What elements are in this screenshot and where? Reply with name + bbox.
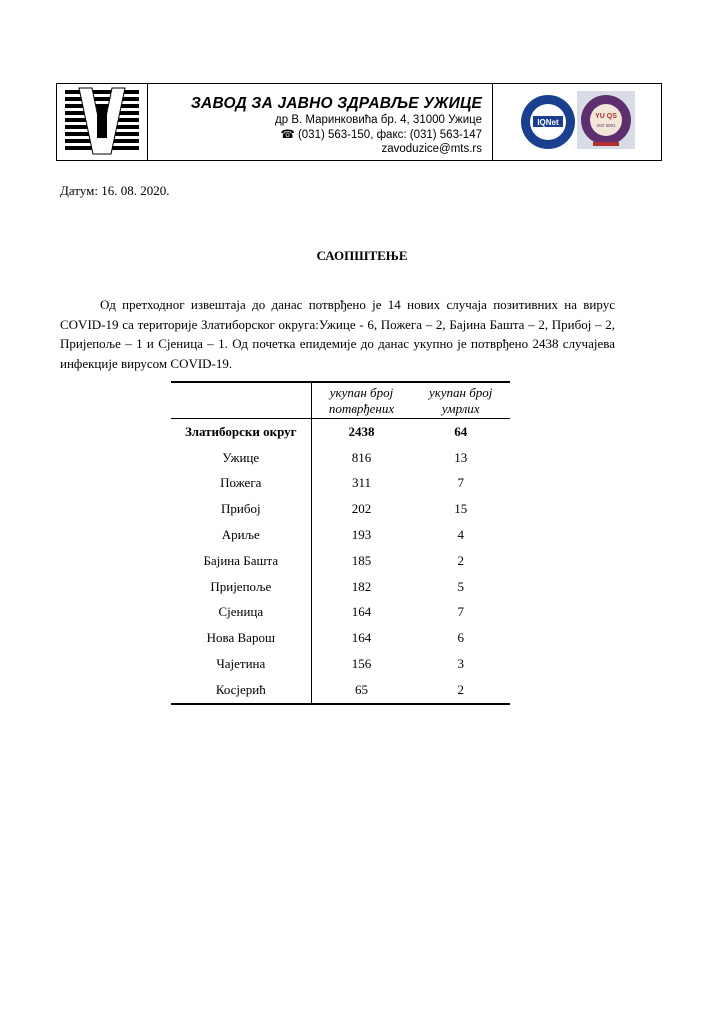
certification-badges xyxy=(493,84,661,160)
cell-region: Златиборски округ xyxy=(171,419,311,445)
cell-deaths: 2 xyxy=(457,681,464,697)
table-row xyxy=(171,574,510,600)
cell-region: Косјерић xyxy=(171,677,311,704)
cell-region: Бајина Башта xyxy=(171,548,311,574)
cell-deaths: 13 xyxy=(454,449,468,465)
document-heading: САОПШТЕЊЕ xyxy=(316,248,408,263)
institute-logo xyxy=(57,84,148,160)
cell-confirmed: 164 xyxy=(351,604,372,620)
cell-region: Пријепоље xyxy=(171,574,311,600)
table-row xyxy=(171,548,510,574)
table-row xyxy=(171,677,510,704)
cell-region: Прибој xyxy=(171,496,311,522)
cell-confirmed: 816 xyxy=(351,449,372,465)
phone-number: (031) 563-150, факс: (031) 563-147 xyxy=(297,128,482,141)
cell-confirmed: 164 xyxy=(351,630,372,646)
institution-phone xyxy=(148,128,482,143)
cell-confirmed: 185 xyxy=(351,552,372,568)
institute-logo-icon xyxy=(57,84,147,162)
table-row xyxy=(171,496,510,522)
table-header-row xyxy=(171,382,510,419)
cell-region: Чајетина xyxy=(171,651,311,677)
cell-deaths: 4 xyxy=(457,527,464,543)
institution-email: zavoduzice@mts.rs xyxy=(381,143,482,155)
cell-confirmed: 193 xyxy=(351,527,372,543)
yuqs-small-text: ISO 9001 xyxy=(596,123,616,128)
yuqs-center-text: YU QS xyxy=(595,113,617,120)
cell-deaths: 2 xyxy=(457,552,464,568)
cell-confirmed: 202 xyxy=(351,501,372,517)
iqnet-badge-icon xyxy=(521,95,575,149)
cell-deaths: 6 xyxy=(457,630,464,646)
table-row xyxy=(171,445,510,471)
cell-deaths: 3 xyxy=(457,656,464,672)
cell-region: Пожега xyxy=(171,471,311,497)
institution-info xyxy=(148,84,493,160)
phone-icon: ☎ xyxy=(280,128,295,141)
cell-confirmed: 2438 xyxy=(348,423,375,439)
cell-confirmed: 156 xyxy=(351,656,372,672)
letterhead xyxy=(56,83,662,161)
cell-region: Ужице xyxy=(171,445,311,471)
institution-address: др В. Маринковића бр. 4, 31000 Ужице xyxy=(275,114,482,126)
cell-deaths: 7 xyxy=(457,604,464,620)
table-row xyxy=(171,471,510,497)
cell-deaths: 64 xyxy=(454,423,468,439)
header-confirmed: укупан број потврђених xyxy=(311,382,411,419)
covid-statistics-table xyxy=(171,381,510,705)
iqnet-logo-text: IQNet xyxy=(537,118,559,127)
institution-name: ЗАВОД ЗА ЈАВНО ЗДРАВЉЕ УЖИЦЕ xyxy=(190,95,482,112)
certification-icons xyxy=(493,84,661,160)
table-row xyxy=(171,522,510,548)
table-row xyxy=(171,651,510,677)
cell-confirmed: 311 xyxy=(351,475,371,491)
header-deaths: укупан број умрлих xyxy=(411,382,510,419)
cell-region: Нова Варош xyxy=(171,625,311,651)
cell-confirmed: 65 xyxy=(354,681,368,697)
cell-deaths: 15 xyxy=(454,501,468,517)
announcement-paragraph: Од претходног извештаја до данас потврђено је 14 нових случаја позитивних на вирус COVID-19 са територије Златиборског округа:Ужице - 6, Пожега – 2, Бајина Башта – 2, Прибој – 2, Пријепоље – 1 и Сјеница – 1. Од почетка епидемије до данас укупно је потврђено 2438 случајева инфекције вирусом COVID-19. xyxy=(60,297,615,371)
cell-confirmed: 182 xyxy=(351,578,372,594)
table-row-total xyxy=(171,419,510,445)
yuqs-badge-icon xyxy=(577,91,635,149)
table-row xyxy=(171,600,510,626)
cell-region: Сјеница xyxy=(171,600,311,626)
cell-region: Ариље xyxy=(171,522,311,548)
cell-deaths: 7 xyxy=(457,475,464,491)
table-row xyxy=(171,625,510,651)
document-date: Датум: 16. 08. 2020. xyxy=(60,183,170,198)
cell-deaths: 5 xyxy=(457,578,464,594)
header-region xyxy=(171,382,311,419)
